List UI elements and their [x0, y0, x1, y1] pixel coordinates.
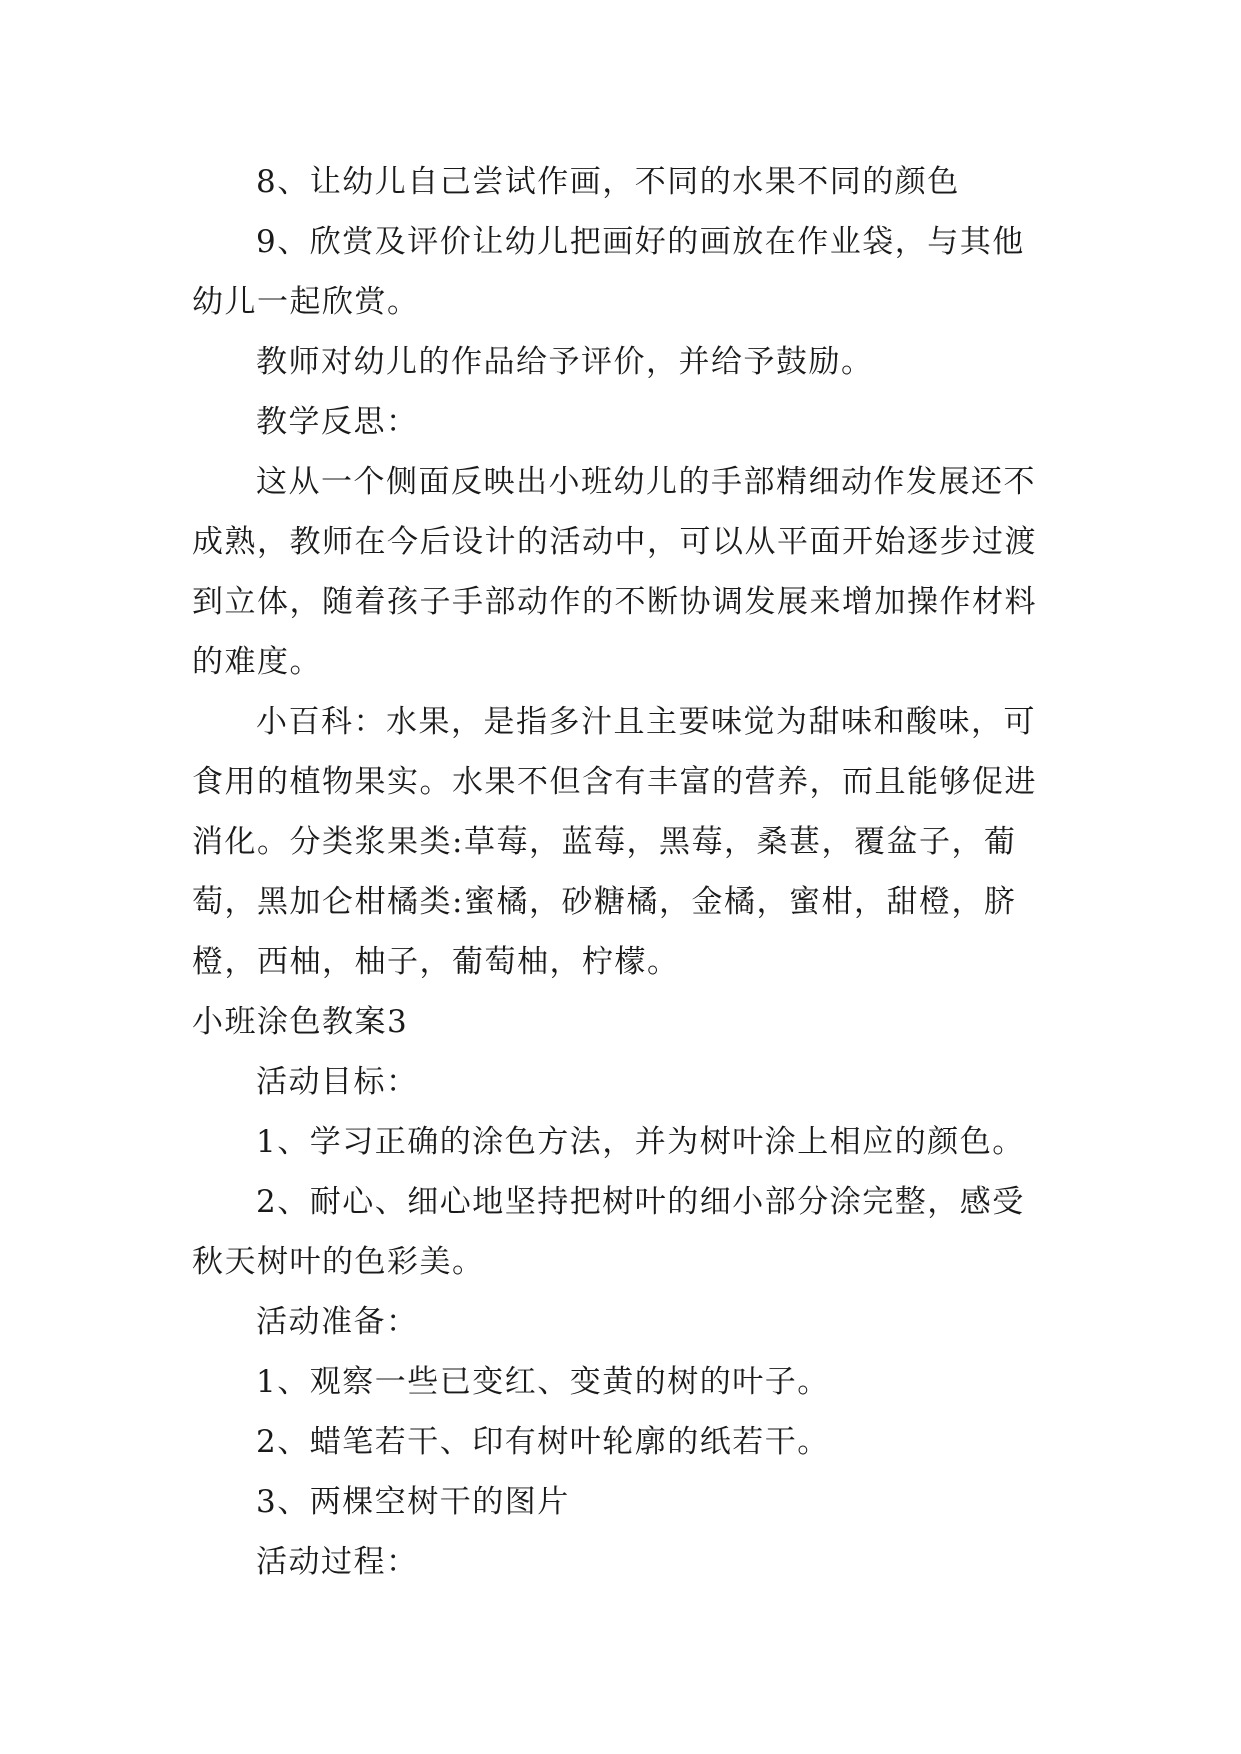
paragraph-activity-goals-heading: 活动目标： — [256, 1064, 419, 1100]
paragraph-goal-1: 1、学习正确的涂色方法，并为树叶涂上相应的颜色。 — [256, 1124, 1025, 1160]
paragraph-preparation-3: 3、两棵空树干的图片 — [256, 1484, 570, 1520]
paragraph-reflection-body: 这从一个侧面反映出小班幼儿的手部精细动作发展还不成熟，教师在今后设计的活动中，可以从平面开始逐步过渡到立体，随着孩子手部动作的不断协调发展来增加操作材料的难度。 — [192, 464, 1037, 680]
section-title: 小班涂色教案3 — [192, 1004, 409, 1040]
paragraph-step-9: 9、欣赏及评价让幼儿把画好的画放在作业袋，与其他幼儿一起欣赏。 — [192, 224, 1025, 320]
paragraph-preparation-heading: 活动准备： — [256, 1304, 419, 1340]
paragraph-goal-2: 2、耐心、细心地坚持把树叶的细小部分涂完整，感受秋天树叶的色彩美。 — [192, 1184, 1025, 1280]
paragraph-encyclopedia: 小百科：水果，是指多汁且主要味觉为甜味和酸味，可食用的植物果实。水果不但含有丰富的营养，而且能够促进消化。分类浆果类:草莓，蓝莓，黑莓，桑葚，覆盆子，葡萄，黑加仑柑橘类:蜜橘，砂糖橘，金橘，蜜柑，甜橙，脐橙，西柚，柚子，葡萄柚，柠檬。 — [192, 704, 1037, 980]
paragraph-teacher-evaluation: 教师对幼儿的作品给予评价，并给予鼓励。 — [256, 344, 874, 380]
paragraph-reflection-heading: 教学反思： — [256, 404, 419, 440]
paragraph-preparation-2: 2、蜡笔若干、印有树叶轮廓的纸若干。 — [256, 1424, 830, 1460]
paragraph-process-heading: 活动过程： — [256, 1544, 419, 1580]
document-page — [192, 152, 1052, 1592]
paragraph-preparation-1: 1、观察一些已变红、变黄的树的叶子。 — [256, 1364, 830, 1400]
paragraph-step-8: 8、让幼儿自己尝试作画，不同的水果不同的颜色 — [256, 164, 960, 200]
